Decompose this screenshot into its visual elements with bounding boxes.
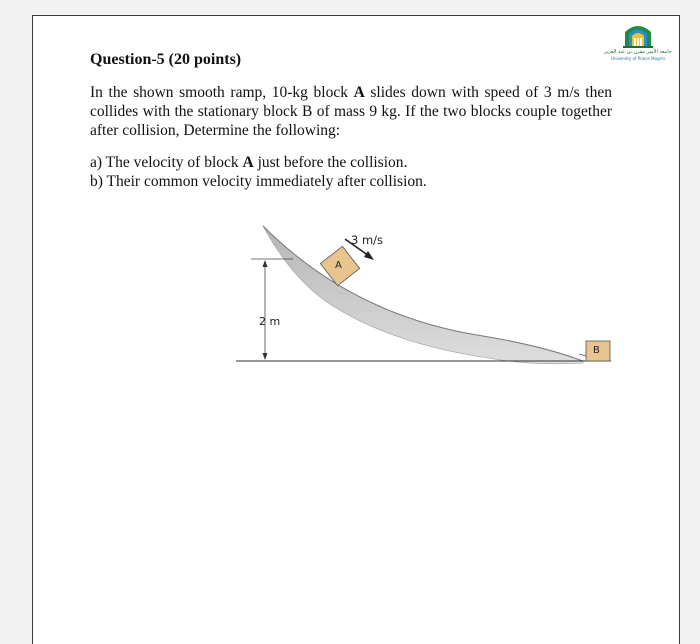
logo-arabic-text: جامعة الأمير مقرن بن عبد العزيز	[604, 49, 672, 55]
ramp-surface	[263, 226, 583, 364]
ramp-diagram	[233, 216, 623, 386]
part-b: b) Their common velocity immediately after collision.	[90, 173, 427, 190]
logo-english-text: University of Prince Mugrin	[611, 56, 665, 61]
document-page	[32, 15, 680, 644]
question-statement	[90, 83, 612, 140]
part-a	[90, 153, 612, 172]
block-a-label: A	[335, 260, 342, 271]
question-parts	[90, 153, 612, 191]
logo-emblem-icon	[603, 18, 673, 50]
part-a-prefix: a) The velocity of block	[90, 154, 243, 171]
statement-part-1: In the shown smooth ramp, 10-kg block	[90, 84, 354, 101]
part-a-block: A	[242, 154, 254, 171]
university-logo	[603, 18, 673, 64]
statement-part-2: slides down with speed of 3 m/s then collides with the stationary block B of mass 9 kg. If the two blocks couple together after collision, Determine the following:	[90, 84, 612, 139]
block-b-label: B	[593, 345, 600, 356]
height-label: 2 m	[259, 315, 281, 328]
statement-block-a: A	[353, 84, 365, 101]
question-title: Question-5 (20 points)	[90, 51, 242, 68]
part-a-suffix: just before the collision.	[253, 154, 408, 171]
ramp-figure	[233, 216, 623, 386]
speed-label: 3 m/s	[351, 233, 384, 247]
